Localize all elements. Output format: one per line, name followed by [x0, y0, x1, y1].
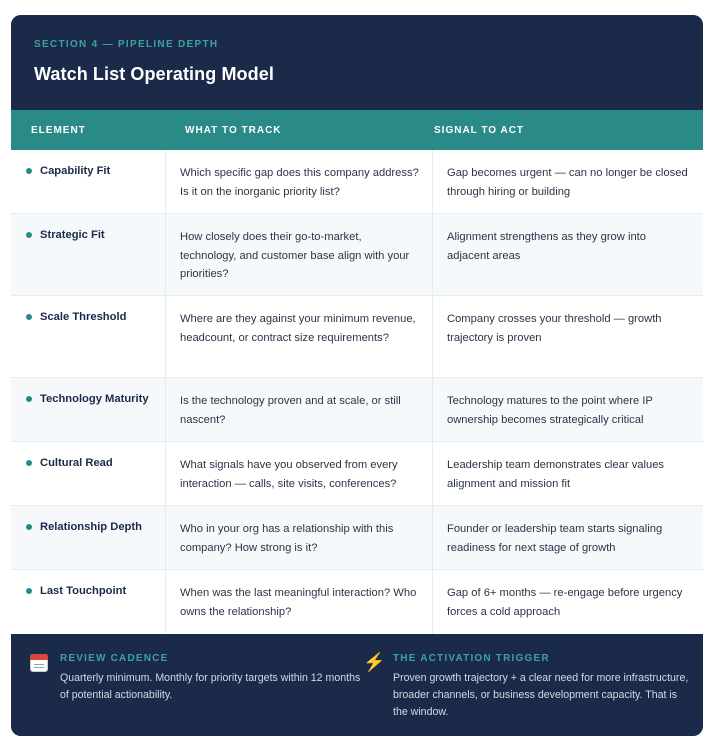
- lightning-icon: ⚡: [363, 652, 386, 672]
- activation-trigger-block: [363, 652, 693, 736]
- element-cell: [11, 378, 166, 441]
- column-header-element: ELEMENT: [31, 124, 86, 136]
- track-cell: How closely does their go-to-market, technology, and customer base align with your priorities?: [166, 214, 433, 295]
- bullet-dot-icon: [26, 314, 32, 320]
- bullet-dot-icon: [26, 396, 32, 402]
- card-footer: [11, 634, 703, 736]
- table-row: [11, 442, 703, 506]
- bullet-dot-icon: [26, 524, 32, 530]
- element-name: Strategic Fit: [40, 229, 105, 241]
- table-row: [11, 378, 703, 442]
- element-name: Relationship Depth: [40, 521, 142, 533]
- review-cadence-block: [30, 652, 363, 736]
- page-title: Watch List Operating Model: [34, 64, 274, 84]
- table-row: [11, 296, 703, 378]
- signal-cell: Alignment strengthens as they grow into adjacent areas: [447, 231, 646, 262]
- signal-cell: Leadership team demonstrates clear values alignment and mission fit: [447, 459, 665, 490]
- section-eyebrow: SECTION 4 — PIPELINE DEPTH: [34, 39, 219, 50]
- watch-list-card: [11, 15, 703, 736]
- signal-cell: Founder or leadership team starts signaling readiness for next stage of growth: [447, 523, 663, 554]
- element-cell: [11, 506, 166, 569]
- bullet-dot-icon: [26, 460, 32, 466]
- review-title: REVIEW CADENCE: [60, 653, 169, 664]
- trigger-title: THE ACTIVATION TRIGGER: [393, 653, 550, 664]
- element-cell: [11, 296, 166, 377]
- element-name: Capability Fit: [40, 165, 111, 177]
- table-row: [11, 150, 703, 214]
- column-header-track: WHAT TO TRACK: [185, 124, 282, 136]
- review-text: Quarterly minimum. Monthly for priority targets within 12 months of potential actionability.: [60, 672, 361, 701]
- trigger-content: [393, 652, 693, 736]
- bullet-dot-icon: [26, 168, 32, 174]
- element-name: Last Touchpoint: [40, 585, 127, 597]
- table-row: [11, 506, 703, 570]
- card-header: [11, 15, 703, 110]
- trigger-text: Proven growth trajectory + a clear need for more infrastructure, broader channels, or business development capacity. That is the window.: [393, 672, 689, 718]
- element-cell: [11, 214, 166, 295]
- signal-cell: Technology matures to the point where IP ownership becomes strategically critical: [447, 395, 653, 426]
- calendar-icon: [30, 654, 48, 672]
- bullet-dot-icon: [26, 588, 32, 594]
- signal-cell: Gap becomes urgent — can no longer be closed through hiring or building: [447, 167, 688, 198]
- track-cell: Is the technology proven and at scale, or still nascent?: [166, 378, 433, 441]
- table-header: [11, 110, 703, 150]
- trigger-icon-wrap: [363, 652, 393, 736]
- element-name: Cultural Read: [40, 457, 113, 469]
- review-content: [60, 652, 363, 736]
- track-cell: Who in your org has a relationship with this company? How strong is it?: [166, 506, 433, 569]
- column-header-signal: SIGNAL TO ACT: [434, 124, 525, 136]
- track-cell: Where are they against your minimum revenue, headcount, or contract size requirements?: [166, 296, 433, 377]
- element-cell: [11, 570, 166, 634]
- track-cell: Which specific gap does this company address? Is it on the inorganic priority list?: [166, 150, 433, 213]
- element-name: Technology Maturity: [40, 393, 149, 405]
- signal-cell: Gap of 6+ months — re-engage before urgency forces a cold approach: [447, 587, 683, 618]
- table-row: [11, 570, 703, 634]
- element-name: Scale Threshold: [40, 311, 127, 323]
- review-icon-wrap: [30, 652, 60, 736]
- element-cell: [11, 150, 166, 213]
- element-cell: [11, 442, 166, 505]
- signal-cell: Company crosses your threshold — growth trajectory is proven: [447, 313, 662, 344]
- table-body: [11, 150, 703, 634]
- bullet-dot-icon: [26, 232, 32, 238]
- track-cell: When was the last meaningful interaction? Who owns the relationship?: [166, 570, 433, 634]
- track-cell: What signals have you observed from every interaction — calls, site visits, conferences?: [166, 442, 433, 505]
- table-row: [11, 214, 703, 296]
